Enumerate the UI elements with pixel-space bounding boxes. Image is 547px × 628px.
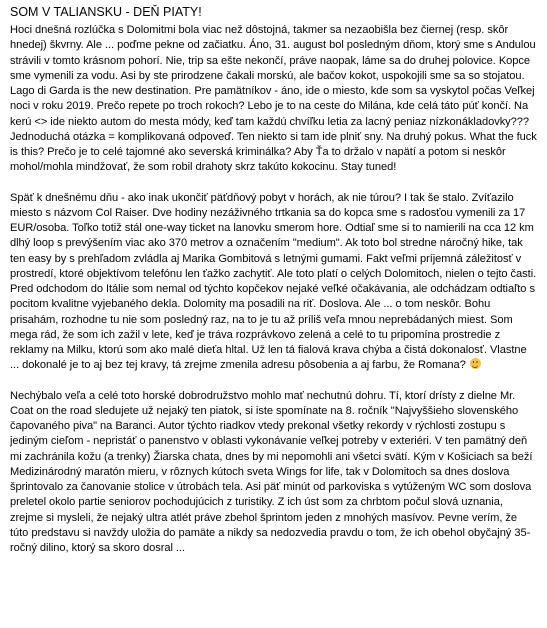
post-paragraph-2-text: Späť k dnešnému dňu - ako inak ukončiť päťdňový pobyt v horách, ak nie túrou? I tak še stalo. Zvíťazilo miesto s názvom Col Raiser. Dve hodiny nezáživného trtkania sa do kopca sme s radosťou vymenili za 17 EUR/osoba. Toľko totiž stál one-way ticket na lanovku smerom hore. Odtiaľ sme si to namierili na cca 12 km dlhý loop s prevýšením viac ako 370 metrov a označením "medium". Ak toto bol stredne náročný hike, tak ten easy by s prehľadom zvládla aj Marika Gombitová s letnými gumami. Fakt veľmi príjemná záležitosť v prostredí, ktoré objektívom telefónu len ťažko zachytiť. Ale toto platí o celých Dolomitoch, nielen o tejto časti. Pred odchodom do Itálie som nemal od týchto kopčekov nejaké veľké očakávania, ale odchádzam odtiaľto s pocitom kvalitne vyjebaného dekla. Dolomity ma posadili na riť. Doslova. Ale ... o tom neskôr. Bohu prisahám, rozhodne tu nie som posledný raz, na to je tu až príliš veľa mnou neprebádaných miest. Som mega rád, že som ich zažil v lete, keď je tráva rozprávkovo zelená a celé to tu pripomína prostredie z reklamy na Milku, ktorú som ako malé dieťa hltal. Už len tá fialová krava chýba a čistá dokonalosť. Vlastne ... dokonalé je to aj bez tej kravy, tá zrejme zmenila adresu pôsobenia a aj farbu, že Romana?	[10, 191, 537, 372]
post-paragraph-3: Nechýbalo veľa a celé toto horské dobrodružstvo mohlo mať nechutnú dohru. Tí, ktorí drísty z dielne Mr. Coat on the road sledujete už nejaký ten piatok, si iste spomínate na 8. ročník "Najvyššieho slovenského čapovaného piva" na Baranci. Autor týchto riadkov vtedy prekonal všetky rekordy v rýchlosti zostupu s jediným cieľom - nepristáť o panenstvo v oblasti vykonávanie veľkej potreby v exteriéri. V ten pamätný deň mi zachránila kožu (a trenky) Žiarska chata, dnes by mi nepomohli ani všetci svätí. Kým v Košiciach sa beží Medizinárodný maratón mieru, v rôznych kútoch sveta Wings for life, tak v Dolomitoch sa dnes doslova šprintovalo za čanovanie stolice v útrobách tela. Asi päť minút od parkoviska s vytúženým WC som doslova preletel okolo partie seniorov pochodujúcich z turistiky. Z ich úst som za chrbtom počul slová uznania, zrejme si mysleli, že nejaký ultra atlét práve zbehol šprintom jeden z mnohých masívov. Pevne verím, že túto predstavu si navždy uložia do pamäte a nikdy sa nedozvedia pravdu o tom, že ich obehol obyčajný 35-ročný dilino, ktorý sa skoro dosral ...	[10, 389, 533, 554]
post-paragraph-2	[10, 191, 537, 374]
post-title: SOM V TALIANSKU - DEŇ PIATY!	[10, 5, 202, 19]
post-paragraph-1: Hoci dnešná rozlúčka s Dolomitmi bola viac než dôstojná, takmer sa nezaobišla bez čiernej (resp. skôr hnedej) škvrny. Ale ... poďme pekne od začiatku. Áno, 31. august bol posledným dňom, ktorý sme s Andulou strávili v tomto krásnom pohorí. Nie, trip sa ešte nekončí, práve naopak, láme sa do druhej polovice. Kopce sme vymenili za vodu. Asi by ste prirodzene čakali morskú, ale bačov kokot, uspokojili sme sa so stojatou. Lago di Garda is the new destination. Pre pamätníkov - áno, ide o miesto, kde som sa vyskytol počas Veľkej noci v roku 2019. Prečo repete po troch rokoch? Lebo je to na ceste do Milána, kde celá táto púť končí. Na kerú <> ide niekto autom do mesta módy, keď tam každú chvíľku letia za lacný peniaz nízkonákladovky??? Jednoduchá otázka = komplikovaná odpoveď. Ten niekto si tam ide plniť sny. Na druhý pokus. What the fuck is this? Prečo je to celé tajomné ako severská kriminálka? Aby Ťa to držalo v napätí a potom si neskôr mohol/mohla mindžovať, že som robil drahoty skrz takúto kokocinu. Stay tuned!	[10, 24, 537, 174]
smiley-emoji-icon	[470, 358, 481, 369]
